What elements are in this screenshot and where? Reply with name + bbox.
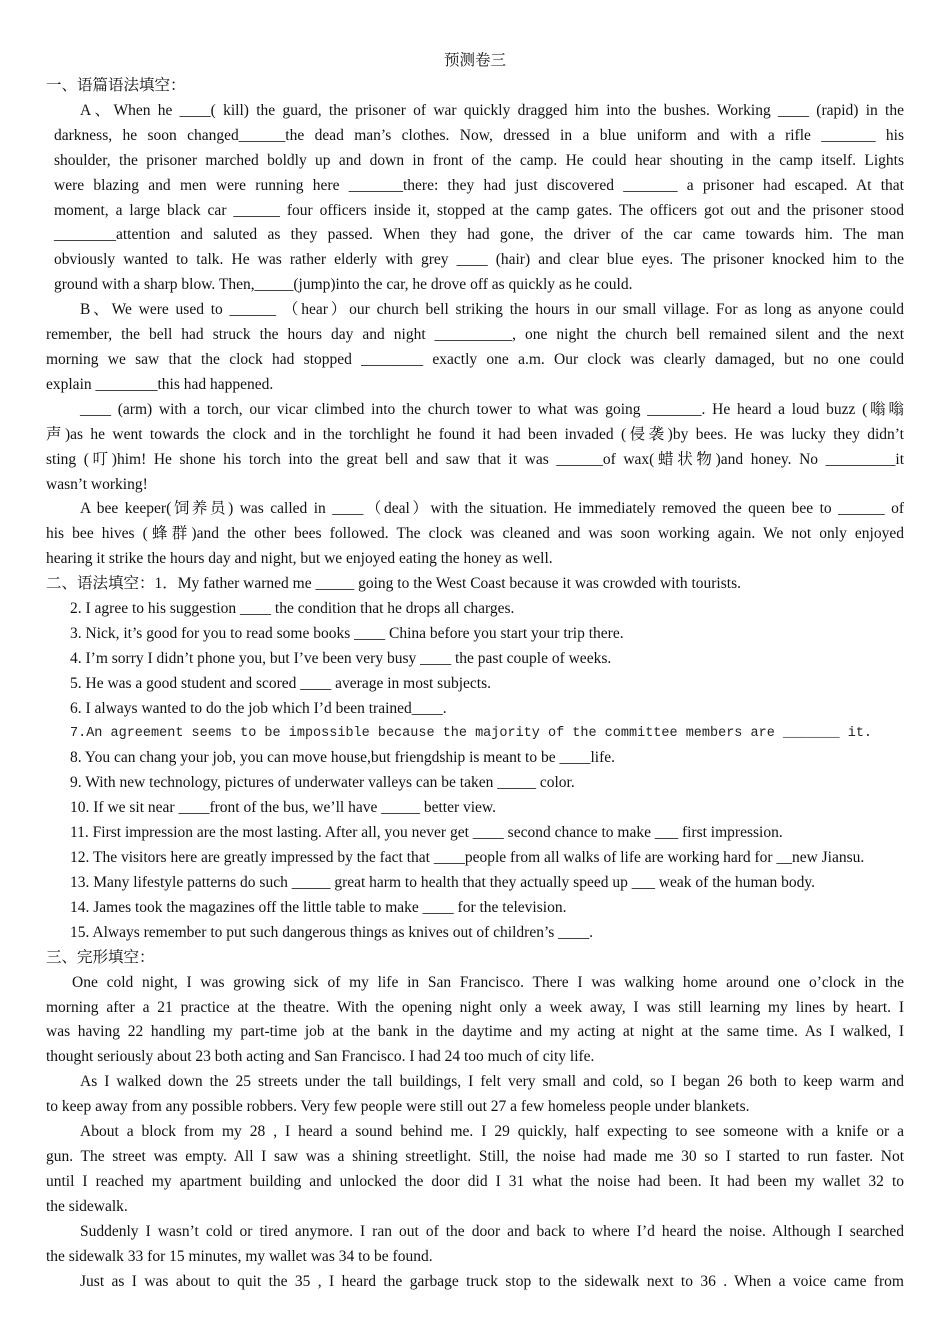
text-line: were blazing and men were running here _______there: they had just discovered _______ a prisoner had escaped. At that: [54, 176, 904, 194]
section-1-heading: 一、语篇语法填空：: [46, 77, 186, 94]
text-line: One cold night, I was growing sick of my life in San Francisco. There I was walking home around one o’clock in the: [72, 973, 904, 991]
document-page: [46, 48, 904, 1294]
passage-a: [46, 99, 904, 298]
text-line: ____ (arm) with a torch, our vicar climbed into the church tower to what was going _______. He heard a loud buzz (嗡嗡: [80, 400, 904, 418]
text-line: explain ________this had happened.: [46, 375, 274, 393]
section-3-heading: 三、完形填空：: [46, 948, 155, 966]
text-line: the sidewalk.: [46, 1197, 128, 1215]
text-line: thought seriously about 23 both acting and San Francisco. I had 24 too much of city life.: [46, 1048, 595, 1066]
text-line: sting (叮)him! He shone his torch into the great bell and saw that it was ______of wax(蜡状物)and honey. No _________it: [46, 450, 904, 468]
text-line: 声)as he went towards the clock and in the torchlight he found it had been invaded (侵袭)by bees. He was lucky they didn’t: [46, 425, 904, 443]
text-line: Suddenly I wasn’t cold or tired anymore. I ran out of the door and back to where I’d heard the noise. Although I searched: [80, 1222, 904, 1240]
text-line: ground with a sharp blow. Then,_____(jump)into the car, he drove off as quickly as he could.: [54, 276, 633, 294]
text-line: B、We were used to ______ （hear）our church bell striking the hours in our small village. For as long as anyone could: [80, 301, 904, 319]
question-item: 3. Nick, it’s good for you to read some books ____ China before you start your trip there.: [70, 624, 624, 642]
question-item: 8. You can chang your job, you can move house,but friengdship is meant to be ____life.: [70, 749, 615, 767]
text-line: remember, the bell had struck the hours day and night __________, one night the church bell remained silent and the next: [46, 326, 904, 344]
text-line: morning after a 21 practice at the theatre. With the opening night only a week away, I was still learning my lines by heart. I: [46, 998, 904, 1016]
text-line: his bee hives (蜂群)and the other bees followed. The clock was cleaned and was soon working again. We not only enjoyed: [46, 525, 904, 543]
text-line: wasn’t working!: [46, 475, 148, 493]
text-line: to keep away from any possible robbers. Very few people were still out 27 a few homeless people under blankets.: [46, 1098, 750, 1116]
text-line: gun. The street was empty. All I saw was a shining streetlight. Still, the noise had made me 30 so I started to run faster. Not: [46, 1147, 904, 1165]
passage-b: [46, 298, 904, 572]
text-line: obviously wanted to talk. He was rather elderly with grey ____ (hair) and clear blue eyes. The prisoner knocked him to the: [54, 251, 904, 269]
grammar-questions: [46, 572, 904, 946]
text-line: ________attention and saluted as they passed. When they had gone, the driver of the car came towards him. The man: [54, 226, 904, 244]
text-line: A、When he ____( kill) the guard, the prisoner of war quickly dragged him into the bushes. Working ____ (rapid) in the: [80, 101, 904, 119]
text-line: was having 22 handling my part-time job at the bank in the daytime and my acting at night at the same time. As I walked, I: [46, 1023, 904, 1041]
text-line: shoulder, the prisoner marched boldly up and down in front of the camp. He could hear shouting in the camp itself. Lights: [54, 151, 904, 169]
question-item: 13. Many lifestyle patterns do such _____ great harm to health that they actually speed up ___ weak of the human body.: [70, 874, 815, 891]
question-item: 6. I always wanted to do the job which I’d been trained____.: [70, 699, 447, 717]
text-line: A bee keeper(饲养员) was called in ____（deal）with the situation. He immediately removed the queen bee to ______ of: [80, 500, 904, 518]
question-item: 12. The visitors here are greatly impressed by the fact that ____people from all walks of life are working hard for __new Jiansu.: [70, 849, 865, 867]
question-item: 5. He was a good student and scored ____ average in most subjects.: [70, 674, 491, 692]
page-title: 预测卷三: [443, 52, 506, 69]
question-item: 15. Always remember to put such dangerous things as knives out of children’s ____.: [70, 923, 594, 941]
question-item: 10. If we sit near ____front of the bus, we’ll have _____ better view.: [70, 799, 496, 817]
text-line: until I reached my apartment building and unlocked the door did I 31 what the noise had been. It had been my wallet 32 to: [46, 1172, 904, 1190]
question-item: 14. James took the magazines off the little table to make ____ for the television.: [70, 898, 567, 916]
question-item: 11. First impression are the most lasting. After all, you never get ____ second chance to make ___ first impression.: [70, 824, 783, 842]
cloze-passage: [46, 971, 904, 1295]
text-line: moment, a large black car ______ four officers inside it, stopped at the camp gates. The officers got out and the prisoner stood: [54, 201, 904, 219]
text-line: darkness, he soon changed______the dead man’s clothes. Now, dressed in a blue uniform and with a rifle _______ his: [54, 126, 904, 144]
text-line: hearing it strike the hours day and night, but we enjoyed eating the honey as well.: [46, 550, 553, 568]
text-line: About a block from my 28 , I heard a sound behind me. I 29 quickly, half expecting to see someone with a knife or a: [80, 1123, 904, 1141]
text-line: the sidewalk 33 for 15 minutes, my wallet was 34 to be found.: [46, 1247, 433, 1265]
text-line: As I walked down the 25 streets under the tall buildings, I felt very small and cold, so I began 26 both to keep warm and: [80, 1073, 904, 1091]
text-line: morning we saw that the clock had stopped ________ exactly one a.m. Our clock was clearly damaged, but no one could: [46, 350, 904, 368]
question-item: 7.An agreement seems to be impossible because the majority of the committee members are _______ it.: [70, 725, 873, 741]
question-item: 二、语法填空：1．My father warned me _____ going to the West Coast because it was crowded with tourists.: [46, 575, 741, 593]
question-item: 2. I agree to his suggestion ____ the condition that he drops all charges.: [70, 600, 515, 618]
question-item: 9. With new technology, pictures of underwater valleys can be taken _____ color.: [70, 774, 575, 792]
question-item: 4. I’m sorry I didn’t phone you, but I’ve been very busy ____ the past couple of weeks.: [70, 649, 612, 667]
text-line: Just as I was about to quit the 35 , I heard the garbage truck stop to the sidewalk next to 36 . When a voice came from: [80, 1272, 904, 1290]
